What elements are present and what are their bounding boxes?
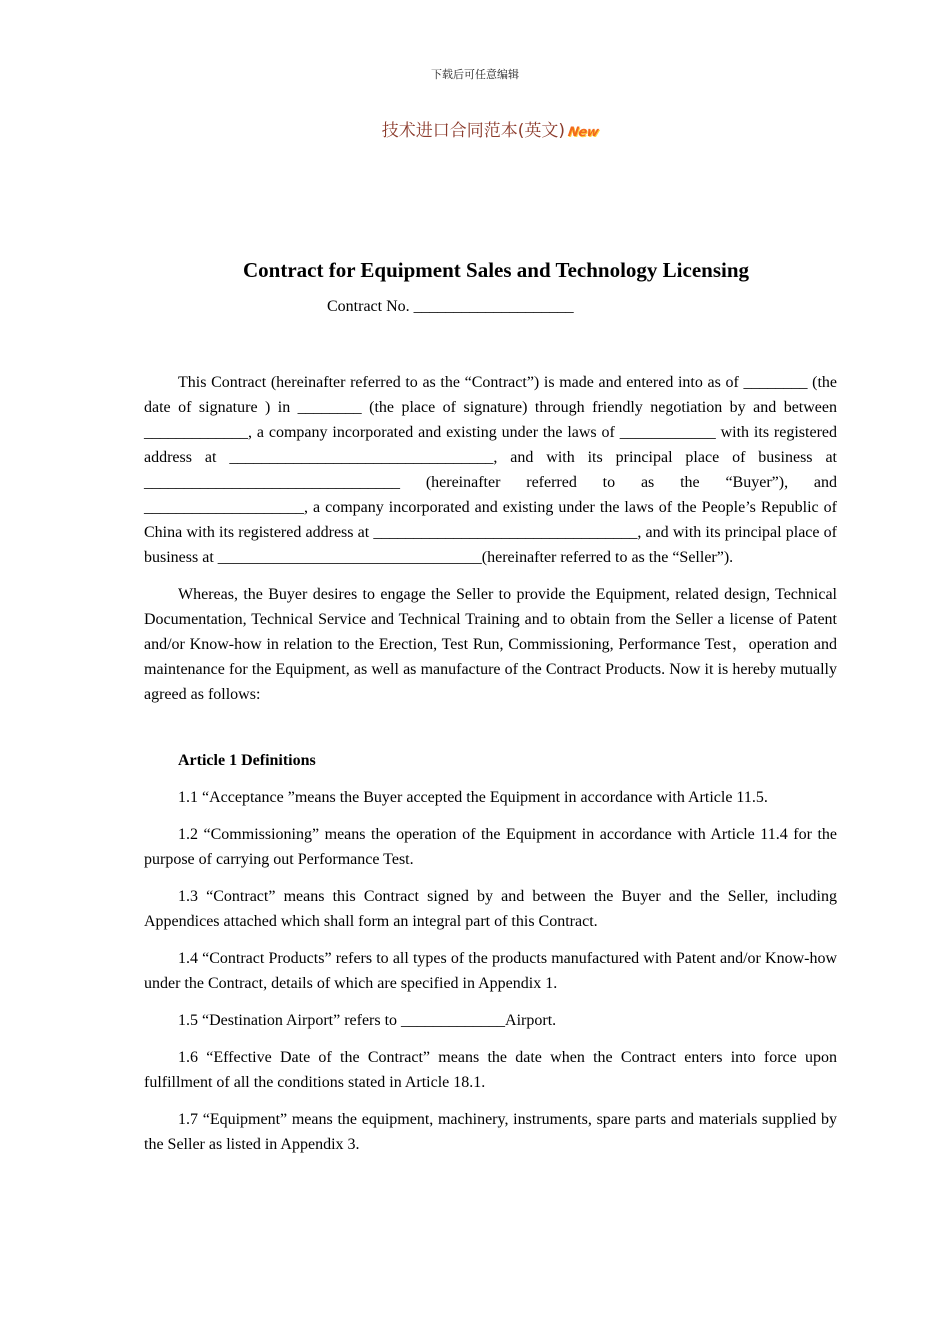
preamble-paragraph: This Contract (hereinafter referred to as the “Contract”) is made and entered into as of ________ (the date of signature ) in ________ (the place of signature) through friendly negotiation by and between _____________, a company incorporated and existing under the laws of ____________ with its registered address at _________________________________, and with its principal place of business at ________________________________ (hereinafter referred to as the “Buyer”), and ____________________, a company incorporated and existing under the laws of the People’s Republic of China with its registered address at _________________________________, and with its principal place of business at _________________________________(hereinafter referred to as the “Seller”).: [144, 374, 837, 566]
document-title-chinese: [0, 116, 950, 141]
definition-item: 1.3 “Contract” means this Contract signed by and between the Buyer and the Seller, including Appendices attached which shall form an integral part of this Contract.: [144, 888, 837, 930]
contract-title: Contract for Equipment Sales and Technology Licensing: [243, 258, 750, 282]
definition-item: 1.2 “Commissioning” means the operation of the Equipment in accordance with Article 11.4 for the purpose of carrying out Performance Test.: [144, 826, 837, 868]
article-heading: Article 1 Definitions: [178, 752, 316, 769]
whereas-paragraph: Whereas, the Buyer desires to engage the Seller to provide the Equipment, related design, Technical Documentation, Technical Service and Technical Training and to obtain from the Seller a license of Patent and/or Know-how in relation to the Erection, Test Run, Commissioning, Performance Test，operation and maintenance for the Equipment, as well as manufacture of the Contract Products. Now it is hereby mutually agreed as follows:: [144, 586, 837, 703]
definition-item: 1.7 “Equipment” means the equipment, machinery, instruments, spare parts and materials supplied by the Seller as listed in Appendix 3.: [144, 1111, 837, 1153]
definition-item: 1.5 “Destination Airport” refers to _____________Airport.: [178, 1012, 557, 1029]
new-badge-icon: New: [566, 125, 600, 140]
definition-item: 1.1 “Acceptance ”means the Buyer accepted the Equipment in accordance with Article 11.5.: [178, 789, 768, 806]
contract-number: Contract No. ____________________: [327, 298, 574, 315]
header-note: 下载后可任意编辑: [431, 68, 519, 81]
definition-item: 1.6 “Effective Date of the Contract” means the date when the Contract enters into force upon fulfillment of all the conditions stated in Article 18.1.: [144, 1049, 837, 1091]
definition-item: 1.4 “Contract Products” refers to all types of the products manufactured with Patent and/or Know-how under the Contract, details of which are specified in Appendix 1.: [144, 950, 837, 992]
document-body: [144, 370, 837, 1169]
document-title-chinese-text: 技术进口合同范本(英文): [381, 121, 566, 141]
